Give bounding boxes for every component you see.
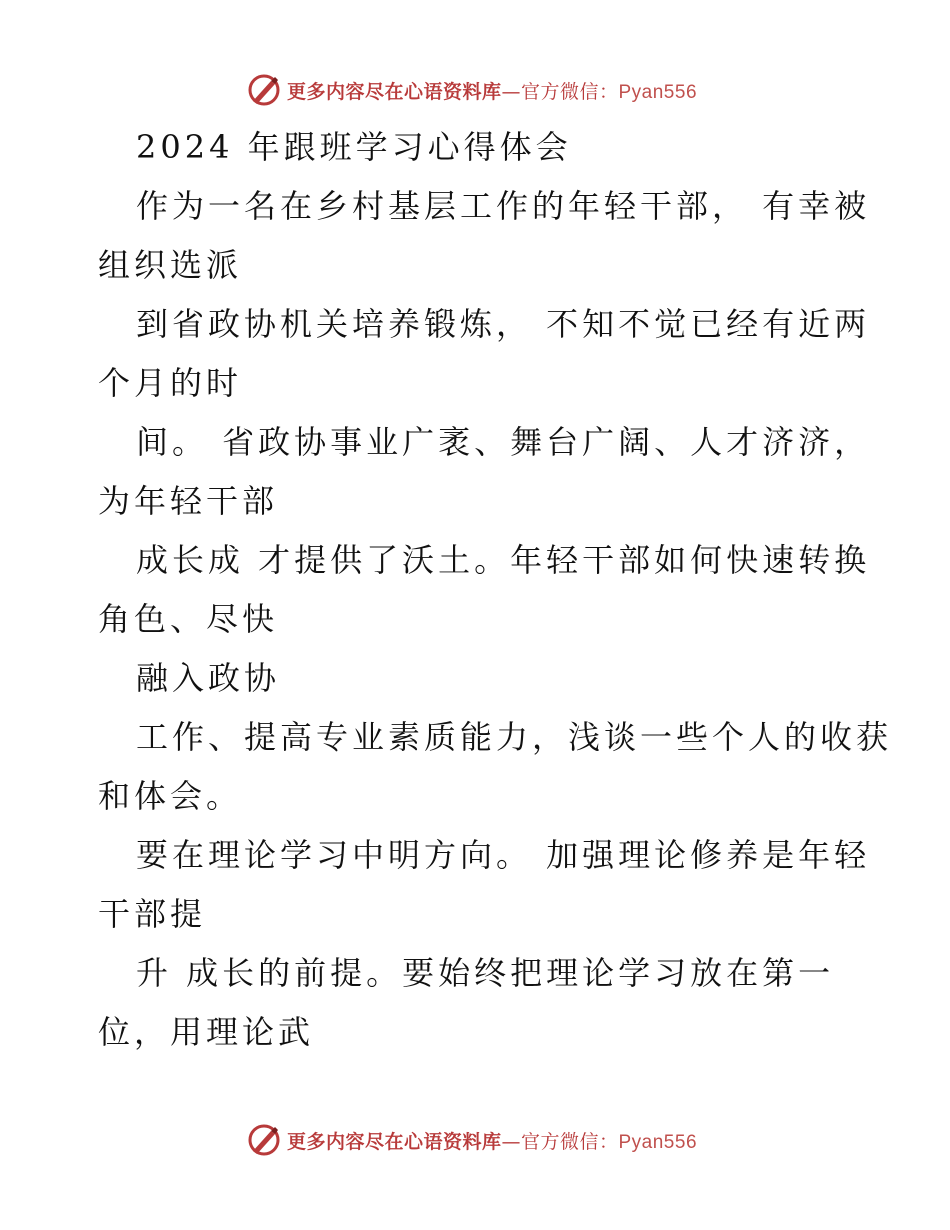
footer-contact-label: 官方微信： (520, 1130, 619, 1153)
header-site-text: 更多内容尽在心语资料库 (286, 80, 502, 103)
footer-site-text: 更多内容尽在心语资料库 (286, 1130, 502, 1153)
footer-banner-text (287, 1127, 697, 1154)
pen-circle-logo-icon (247, 73, 281, 107)
document-line: 作为一名在乡村基层工作的年轻干部， 有幸被 (136, 187, 871, 225)
document-line: 成长成 才提供了沃土。年轻干部如何快速转换 (136, 541, 871, 579)
document-line: 升 成长的前提。要始终把理论学习放在第一 (136, 954, 835, 992)
document-line: 干部提 (98, 895, 207, 933)
header-contact-id: Pyan556 (618, 81, 698, 103)
document-line: 角色、尽快 (98, 600, 279, 638)
document-line: 和体会。 (98, 777, 243, 815)
header-banner-text (287, 77, 697, 104)
document-line: 工作、提高专业素质能力，浅谈一些个人的收获 (136, 718, 893, 756)
header-separator: — (501, 80, 521, 103)
document-body (98, 118, 893, 1062)
footer-separator: — (501, 1130, 521, 1153)
footer-banner-content (247, 1123, 697, 1157)
footer-banner (0, 1120, 950, 1160)
document-line: 个月的时 (98, 364, 243, 402)
document-line: 到省政协机关培养锻炼， 不知不觉已经有近两 (136, 305, 871, 343)
document-title: 2024 年跟班学习心得体会 (136, 128, 572, 166)
document-line: 组织选派 (98, 246, 243, 284)
header-banner (0, 70, 950, 110)
document-line: 位，用理论武 (98, 1013, 315, 1051)
footer-contact-id: Pyan556 (618, 1131, 698, 1153)
document-line: 间。 省政协事业广袤、舞台广阔、人才济济， (136, 423, 871, 461)
header-contact-label: 官方微信： (520, 80, 619, 103)
document-line: 融入政协 (136, 659, 281, 697)
document-line: 要在理论学习中明方向。 加强理论修养是年轻 (136, 836, 871, 874)
pen-circle-logo-icon (247, 1123, 281, 1157)
header-banner-content (247, 73, 697, 107)
document-line: 为年轻干部 (98, 482, 279, 520)
